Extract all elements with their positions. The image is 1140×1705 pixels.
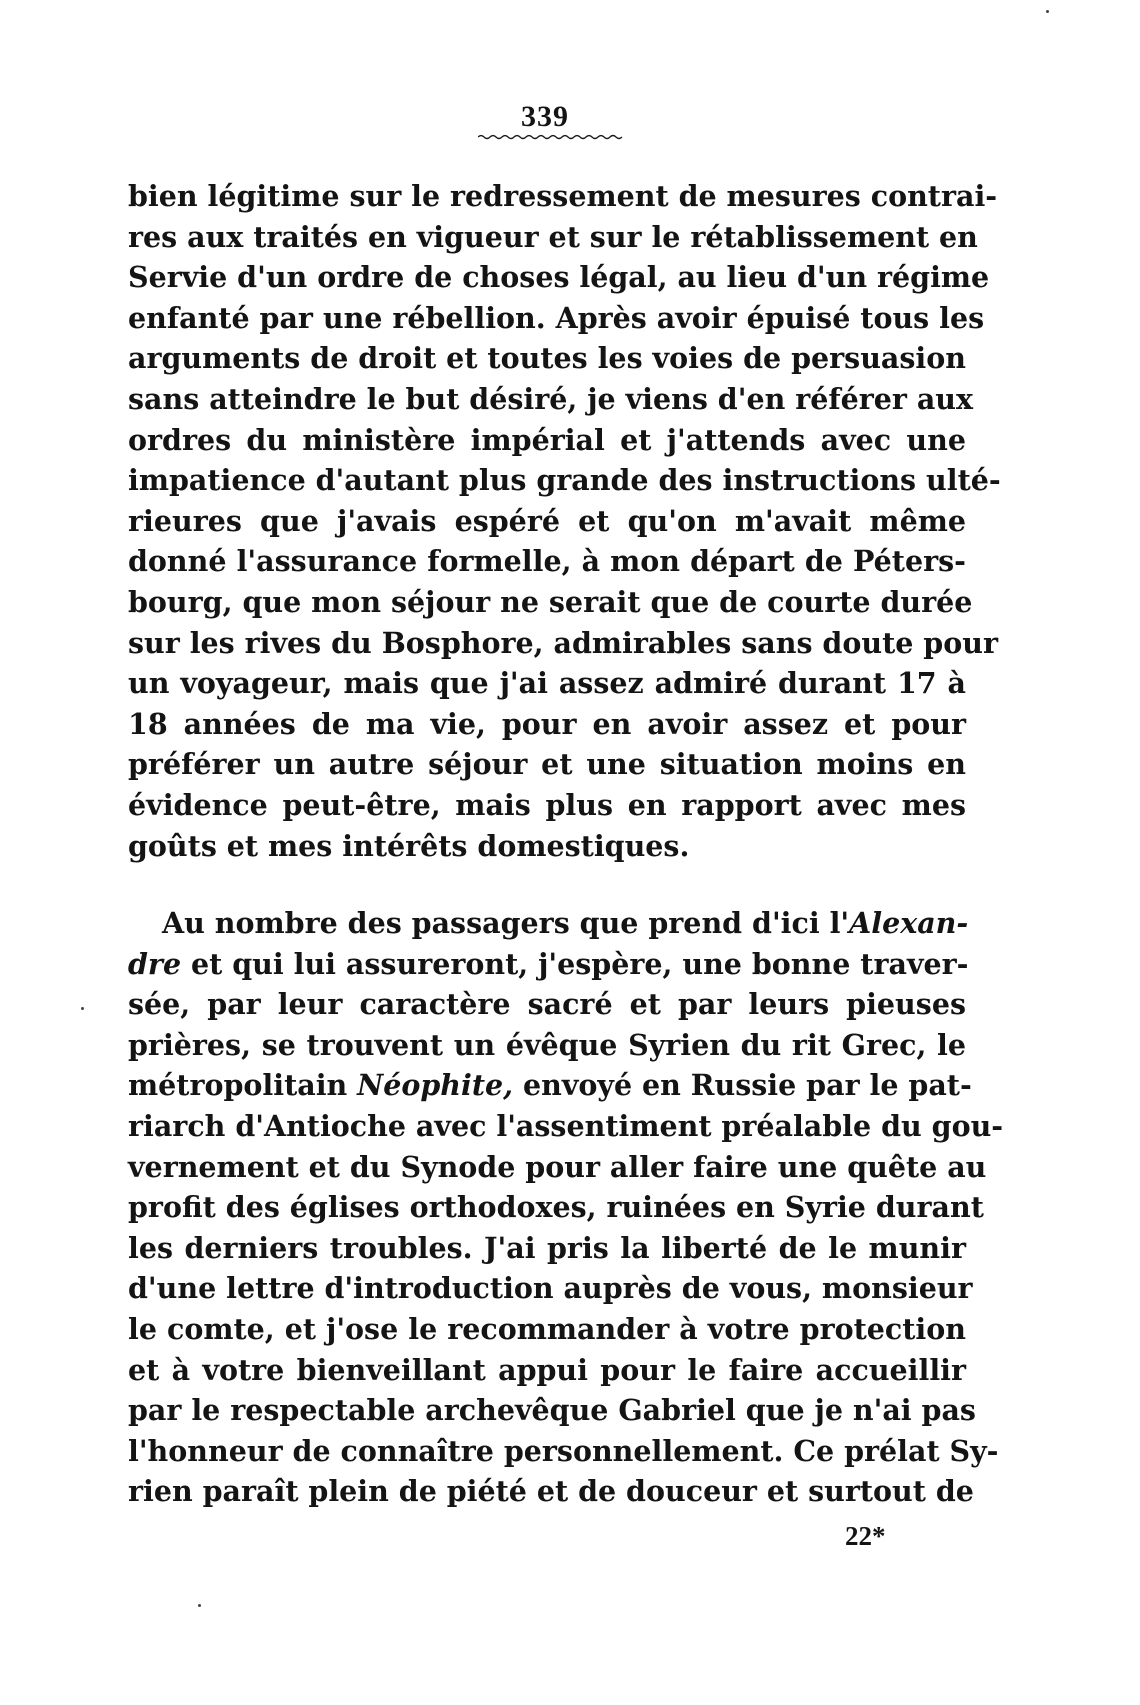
- text-line: sans atteindre le but désiré, je viens d'en référer aux: [128, 381, 974, 416]
- text-line: et à votre bienveillant appui pour le faire accueillir: [128, 1352, 966, 1387]
- text-line: ordres du ministère impérial et j'attends avec une: [128, 422, 966, 457]
- text-line: sur les rives du Bosphore, admirables sans doute pour: [128, 625, 998, 660]
- text-line: [128, 1065, 972, 1106]
- text-line: évidence peut-être, mais plus en rapport avec mes: [128, 787, 966, 822]
- paper-speck: [198, 1604, 201, 1607]
- text-line: sée, par leur caractère sacré et par leurs pieuses: [128, 987, 966, 1022]
- text-line: arguments de droit et toutes les voies de persuasion: [128, 341, 966, 376]
- text-line: l'honneur de connaître personnellement. Ce prélat Sy-: [128, 1433, 999, 1468]
- text-line: 18 années de ma vie, pour en avoir assez et pour: [128, 706, 966, 741]
- text-line: res aux traités en vigueur et sur le rétablissement en: [128, 219, 978, 254]
- paragraph-continued: [128, 176, 1001, 866]
- page-number: 339: [521, 100, 569, 133]
- text-line: un voyageur, mais que j'ai assez admiré durant 17 à: [128, 666, 966, 701]
- text-line: rien paraît plein de piété et de douceur et surtout de: [128, 1474, 974, 1509]
- text-line: bien légitime sur le redressement de mesures contrai-: [128, 179, 998, 213]
- text-line: impatience d'autant plus grande des instructions ulté-: [128, 463, 1001, 498]
- text-line: prières, se trouvent un évêque Syrien du rit Grec, le: [128, 1027, 966, 1062]
- italic-name-neophite: Néophite,: [357, 1068, 514, 1103]
- text-line: goûts et mes intérêts domestiques.: [128, 828, 690, 863]
- text-line: [128, 903, 969, 944]
- italic-name-alexandre-cont: dre: [128, 946, 182, 981]
- text-line: les derniers troubles. J'ai pris la liberté de le munir: [128, 1230, 966, 1265]
- text-line: profit des églises orthodoxes, ruinées en Syrie durant: [128, 1190, 984, 1225]
- text-line: vernement et du Synode pour aller faire une quête au: [128, 1149, 987, 1184]
- paragraph-passengers: [128, 903, 1004, 1512]
- text-line: Servie d'un ordre de choses légal, au lieu d'un régime: [128, 260, 990, 295]
- text-line: le comte, et j'ose le recommander à votre protection: [128, 1311, 966, 1346]
- text-line: préférer un autre séjour et une situation moins en: [128, 747, 966, 782]
- text-line: riarch d'Antioche avec l'assentiment préalable du gou-: [128, 1108, 1004, 1143]
- paper-speck: [1046, 10, 1049, 13]
- text-line: donné l'assurance formelle, à mon départ de Péters-: [128, 544, 966, 579]
- text-line: par le respectable archevêque Gabriel que je n'ai pas: [128, 1393, 976, 1428]
- paper-speck: [81, 1007, 84, 1010]
- text-run: et qui lui assureront, j'espère, une bonne traver-: [181, 946, 969, 981]
- text-line: bourg, que mon séjour ne serait que de courte durée: [128, 584, 973, 619]
- italic-name-alexandre: Alexan-: [849, 906, 969, 940]
- text-run: envoyé en Russie par le pat-: [513, 1068, 972, 1103]
- text-run: Au nombre des passagers que prend d'ici l': [162, 906, 850, 940]
- printer-signature-mark: 22*: [845, 1521, 886, 1551]
- text-line: rieures que j'avais espéré et qu'on m'avait même: [128, 503, 966, 538]
- text-run: métropolitain: [128, 1068, 358, 1103]
- text-line: [128, 944, 969, 985]
- text-line: enfanté par une rébellion. Après avoir épuisé tous les: [128, 300, 985, 335]
- text-line: d'une lettre d'introduction auprès de vous, monsieur: [128, 1271, 973, 1306]
- page-number-wavy-rule: [478, 134, 624, 140]
